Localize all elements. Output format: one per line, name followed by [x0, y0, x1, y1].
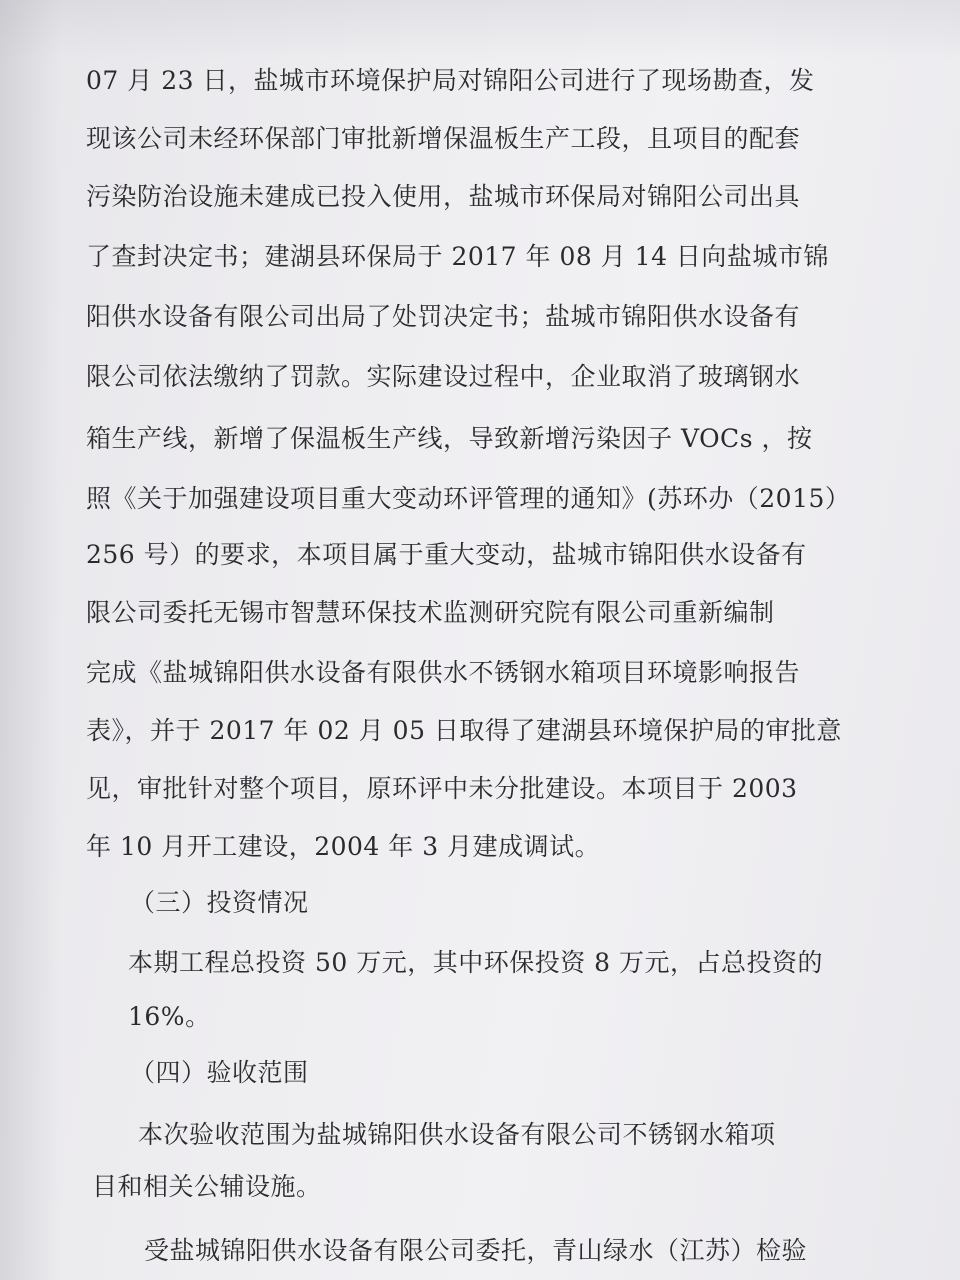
- paragraph-line: 见，审批针对整个项目，原环评中未分批建设。本项目于 2003: [86, 774, 798, 803]
- paragraph-line: 了查封决定书；建湖县环保局于 2017 年 08 月 14 日向盐城市锦: [86, 242, 829, 271]
- paragraph-line: 限公司依法缴纳了罚款。实际建设过程中，企业取消了玻璃钢水: [86, 362, 801, 391]
- paragraph-line: 256 号）的要求，本项目属于重大变动，盐城市锦阳供水设备有: [86, 540, 807, 569]
- page-shadow-left: [0, 0, 60, 1280]
- paragraph-line: 16%。: [128, 1002, 211, 1031]
- paragraph-line: 本期工程总投资 50 万元，其中环保投资 8 万元，占总投资的: [128, 948, 824, 977]
- paragraph-line: 表》，并于 2017 年 02 月 05 日取得了建湖县环境保护局的审批意: [86, 716, 842, 745]
- paragraph-line: 污染防治设施未建成已投入使用，盐城市环保局对锦阳公司出具: [86, 182, 801, 211]
- paragraph-line: 年 10 月开工建设，2004 年 3 月建成调试。: [86, 832, 601, 861]
- paragraph-line: 目和相关公辅设施。: [92, 1172, 322, 1201]
- page-shadow-top: [0, 0, 960, 60]
- paragraph-line: 箱生产线，新增了保温板生产线，导致新增污染因子 VOCs ，按: [86, 424, 813, 453]
- section-heading-investment: （三）投资情况: [130, 888, 309, 917]
- paragraph-line: 本次验收范围为盐城锦阳供水设备有限公司不锈钢水箱项: [138, 1120, 776, 1149]
- paragraph-line: 受盐城锦阳供水设备有限公司委托，青山绿水（江苏）检验: [144, 1236, 808, 1265]
- paragraph-line: 现该公司未经环保部门审批新增保温板生产工段，且项目的配套: [86, 124, 801, 153]
- section-heading-scope: （四）验收范围: [130, 1058, 309, 1087]
- paragraph-line: 阳供水设备有限公司出局了处罚决定书；盐城市锦阳供水设备有: [86, 302, 801, 331]
- paragraph-line: 07 月 23 日，盐城市环境保护局对锦阳公司进行了现场勘查，发: [86, 66, 815, 95]
- paragraph-line: 限公司委托无锡市智慧环保技术监测研究院有限公司重新编制: [86, 598, 775, 627]
- paragraph-line: 完成《盐城锦阳供水设备有限供水不锈钢水箱项目环境影响报告: [86, 658, 801, 687]
- paragraph-line: 照《关于加强建设项目重大变动环评管理的通知》(苏环办（2015）: [86, 484, 851, 513]
